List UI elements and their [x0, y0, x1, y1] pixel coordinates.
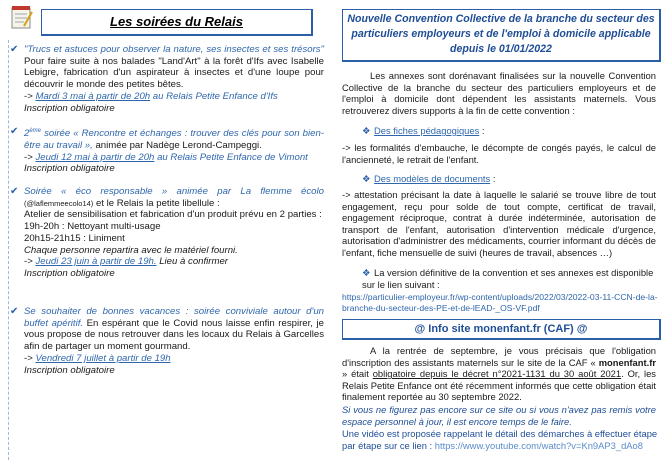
- right-column: [338, 0, 666, 464]
- item-part: 20h15-21h15 : Liniment: [24, 232, 125, 244]
- fiches-paragraph: -> les formalités d'embauche, le décompte de congés payés, le calcul de l'ancienneté, le retrait de l'enfant.: [342, 142, 656, 165]
- video-text: Une vidéo est proposée rappelant le détail des démarches à effectuer étape par étape sur ce lien :: [342, 428, 658, 451]
- bullet-version: [362, 267, 656, 290]
- fiches-link[interactable]: Des fiches pédagogiques: [374, 125, 480, 136]
- bullet-fiches: [362, 125, 656, 137]
- item-title: Se souhaiter de bonnes vacances : soirée conviviale autour d'un buffet apéritif.: [24, 306, 324, 329]
- video-paragraph: [342, 428, 658, 451]
- modeles-link[interactable]: Des modèles de documents: [374, 173, 491, 184]
- left-column: [0, 0, 332, 464]
- item-date: Vendredi 7 juillet à partir de 19h: [35, 352, 171, 364]
- checkmark-icon: ✔: [10, 126, 19, 137]
- item-text: animée par Nadège Lerond-Campeggi.: [92, 139, 262, 151]
- item-title: "Trucs et astuces pour observer la nature, ses insectes et ses trésors": [24, 44, 324, 55]
- soirees-title: Les soirées du Relais: [41, 9, 313, 36]
- caf-obligation: obligatoire depuis le décret n°2021-1131 du 30 août 2021: [372, 368, 622, 380]
- item-note: Inscription obligatoire: [24, 267, 115, 279]
- item-sup: ème: [29, 128, 42, 134]
- item-text: En espérant que le Covid nous laisse enfin respirer, je vous propose de nous retrouver dans les locaux du Relais à Garcelles afin de partager un moment gourmand.: [24, 317, 324, 353]
- item-note: Inscription obligatoire: [24, 364, 115, 376]
- bullet-icon: ❖: [362, 267, 371, 278]
- bullet-icon: ❖: [362, 173, 371, 184]
- item-num: 2: [24, 128, 30, 140]
- list-item: ✔ Soirée « éco responsable » animée par La flemme écolo (@laflemmeecolo14) et le Relais la petite libellule : Atelier de sensibilisation et fabrication d'un produit prévu en 2 parties : 19h-20h : Nettoyant multi-usage 20h15-21h15 : Liniment Chaque personne repartira avec le matériel fourni. -> Jeudi 23 juin à partir de 19h. Lieu à confirmer Inscription obligatoire: [10, 186, 324, 279]
- convention-url[interactable]: [342, 292, 658, 314]
- item-title: soirée « Rencontre et échanges : trouver des clés pour son bien-être au travail »,: [24, 128, 324, 151]
- version-text: La version définitive de la convention et ses annexes est disponible sur le lien suivant :: [362, 267, 654, 290]
- item-date: Mardi 3 mai à partir de 20h: [35, 90, 151, 102]
- convention-url-text[interactable]: https://particulier-employeur.fr/wp-content/uploads/2022/03/2022-03-11-CCN-de-la-branche-du-secteur-des-PE-et-de-lEAD-_OS-VF.pdf: [342, 292, 658, 313]
- item-title: Soirée « éco responsable » animée par La flemme écolo: [24, 186, 324, 197]
- list-item: ✔ 2ème soirée « Rencontre et échanges : trouver des clés pour son bien-être au travail », animée par Nadège Lerond-Campeggi. -> Jeudi 12 mai à partir de 20h au Relais Petite Enfance de Vimont Inscription obligatoire: [10, 126, 324, 175]
- checkmark-icon: ✔: [10, 44, 19, 55]
- checkmark-icon: ✔: [10, 186, 19, 197]
- caf-site: monenfant.fr: [598, 356, 656, 368]
- intro-paragraph: Les annexes sont dorénavant finalisées sur la nouvelle Convention Collective de la branche du secteur des particuliers employeurs et de l'emploi à domicile dont dépendent les assistants maternels. Vous retrouverez divers supports à la fin de cette convention :: [342, 70, 656, 116]
- item-date: Jeudi 12 mai à partir de 20h: [35, 151, 155, 163]
- caf-paragraph: [342, 345, 656, 403]
- caf-title: @ Info site monenfant.fr (CAF) @: [342, 319, 661, 340]
- modeles-paragraph: -> attestation précisant la date à laquelle le salarié se trouve libre de tout engagement, reçu pour solde de tout compte, certificat de travail, engagement réciproque, contrat à durée indéterminée, autorisation de transport de l'enfant, autorisation d'intervention médicale d'urgence, autorisation d'administrer des médicaments, courrier informant du décès de l'enfant, fiche mensuelle de suivi (heures de travail, absences …): [342, 189, 656, 258]
- list-item: ✔ Se souhaiter de bonnes vacances : soirée conviviale autour d'un buffet apéritif. En espérant que le Covid nous laisse enfin respirer, je vous propose de nous retrouver dans les locaux du Relais à Garcelles afin de partager un moment gourmand. -> Vendredi 7 juillet à partir de 19h Inscription obligatoire: [10, 306, 324, 376]
- bullet-icon: ❖: [362, 125, 371, 136]
- bullet-suffix: :: [479, 125, 485, 136]
- convention-title: Nouvelle Convention Collective de la branche du secteur des particuliers employeurs et de l'emploi à domicile applicable depuis le 01/01/2022: [342, 9, 661, 62]
- item-place: au Relais Petite Enfance d'Ifs: [150, 90, 278, 102]
- caf-text: » était: [342, 368, 373, 380]
- caf-text: A la rentrée de septembre, je vous précisais que l'obligation d'inscription des assistants maternels sur le site de la CAF «: [342, 345, 656, 368]
- item-note: Inscription obligatoire: [24, 163, 115, 175]
- item-place: au Relais Petite Enfance de Vimont: [154, 151, 308, 163]
- item-text: Atelier de sensibilisation et fabrication d'un produit prévu en 2 parties :: [24, 209, 322, 221]
- checkmark-icon: ✔: [10, 306, 19, 317]
- item-date: Jeudi 23 juin à partir de 19h.: [35, 256, 157, 268]
- item-part: 19h-20h : Nettoyant multi-usage: [24, 221, 161, 233]
- video-link[interactable]: https://www.youtube.com/watch?v=Kn9AP3_dAo8: [434, 439, 643, 451]
- divider: [8, 40, 9, 460]
- notepad-icon: [10, 4, 34, 30]
- item-note: Inscription obligatoire: [24, 102, 115, 114]
- bullet-suffix: :: [490, 173, 496, 184]
- item-handle: (@laflemmeecolo14): [24, 198, 94, 208]
- item-text: Pour faire suite à nos balades "Land'Art" à la forêt d'Ifs avec Isabelle Lebigre, fabrication d'un aspirateur à insectes et d'une loupe pour découvrir le monde des petites bêtes.: [24, 55, 324, 91]
- caf-text: . Or, les Relais Petite Enfance ont été récemment informés que cette obligation était finalement reportée au 30 septembre 2022.: [342, 368, 656, 403]
- item-extra: Chaque personne repartira avec le matériel fourni.: [24, 244, 238, 256]
- list-item: ✔ "Trucs et astuces pour observer la nature, ses insectes et ses trésors" Pour faire suite à nos balades "Land'Art" à la forêt d'Ifs avec Isabelle Lebigre, fabrication d'un aspirateur à insectes et d'une loupe pour découvrir le monde des petites bêtes. -> Mardi 3 mai à partir de 20h au Relais Petite Enfance d'Ifs Inscription obligatoire: [10, 44, 324, 114]
- item-place: Lieu à confirmer: [156, 256, 228, 268]
- item-text: et le Relais la petite libellule :: [93, 197, 220, 209]
- bullet-modeles: [362, 173, 656, 185]
- caf-reminder: Si vous ne figurez pas encore sur ce site ou si vous n'avez pas remis votre espace personnel à jour, il est encore temps de le faire.: [342, 404, 656, 427]
